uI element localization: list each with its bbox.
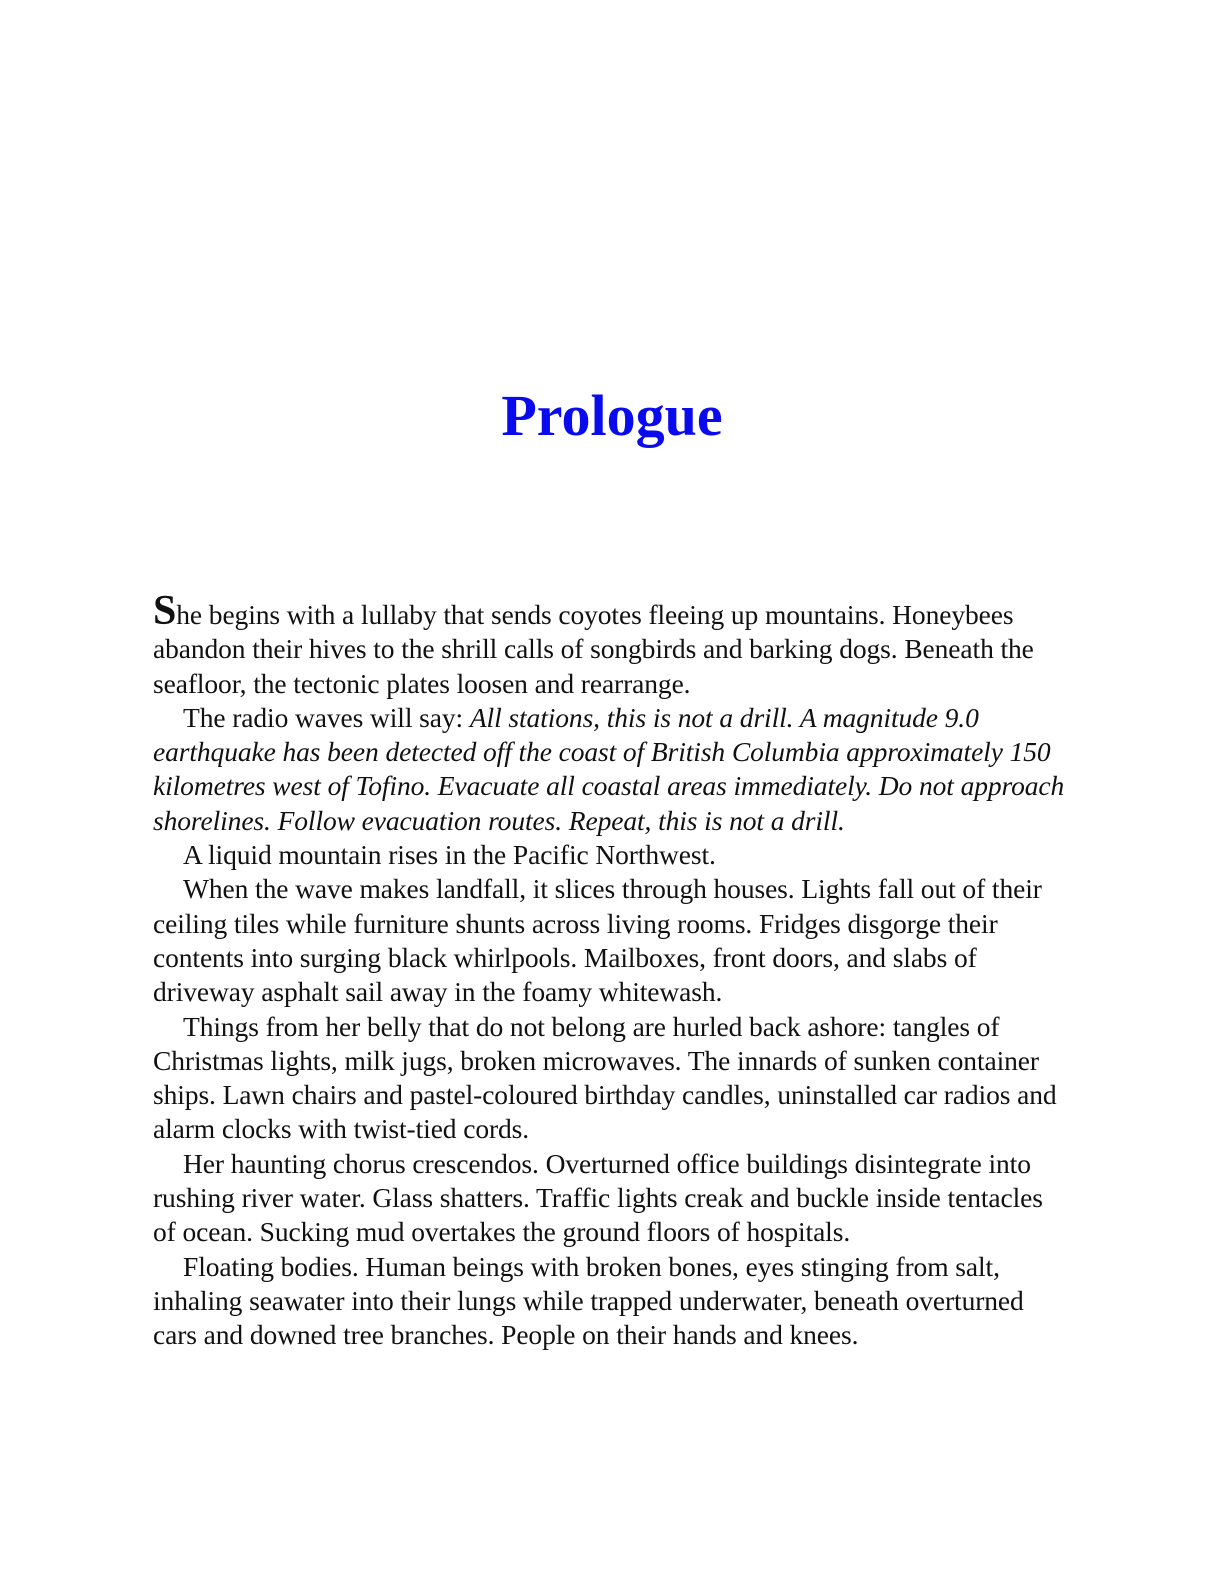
chapter-title: Prologue <box>501 383 723 448</box>
paragraph: Her haunting chorus crescendos. Overturned office buildings disintegrate into rushing river water. Glass shatters. Traffic lights creak and buckle inside tentacles of ocean. Sucking mud overtakes the ground floors of hospitals. <box>153 1147 1043 1248</box>
prologue-body <box>153 588 1065 1353</box>
paragraph: When the wave makes landfall, it slices through houses. Lights fall out of their ceiling tiles while furniture shunts across living rooms. Fridges disgorge their contents into surging black whirlpools. Mailboxes, front doors, and slabs of driveway asphalt sail away in the foamy whitewash. <box>153 873 1042 1008</box>
drop-cap-letter: S <box>153 588 177 634</box>
paragraph-text: he begins with a lullaby that sends coyotes fleeing up mountains. Honeybees abandon their hives to the shrill calls of songbirds and barking dogs. Beneath the seafloor, the tectonic plates loosen and rearrange. <box>153 599 1034 699</box>
radio-broadcast-text: All stations, this is not a drill. A magnitude 9.0 earthquake has been detected off the coast of British Columbia approximately 150 kilometres west of Tofino. Evacuate all coastal areas immediately. Do not approach shorelines. Follow evacuation routes. Repeat, this is not a drill. <box>153 701 1065 836</box>
paragraph: Things from her belly that do not belong are hurled back ashore: tangles of Christmas lights, milk jugs, broken microwaves. The innards of sunken container ships. Lawn chairs and pastel-coloured birthday candles, uninstalled car radios and alarm clocks with twist-tied cords. <box>153 1010 1057 1145</box>
paragraph: Floating bodies. Human beings with broken bones, eyes stinging from salt, inhaling seawater into their lungs while trapped underwater, beneath overturned cars and downed tree branches. People on their hands and knees. <box>153 1250 1024 1351</box>
paragraph-radio-warning <box>153 701 1065 838</box>
paragraph-opening <box>153 588 1065 701</box>
paragraph-lead-text: The radio waves will say: <box>183 701 470 733</box>
paragraph: A liquid mountain rises in the Pacific Northwest. <box>183 839 716 871</box>
